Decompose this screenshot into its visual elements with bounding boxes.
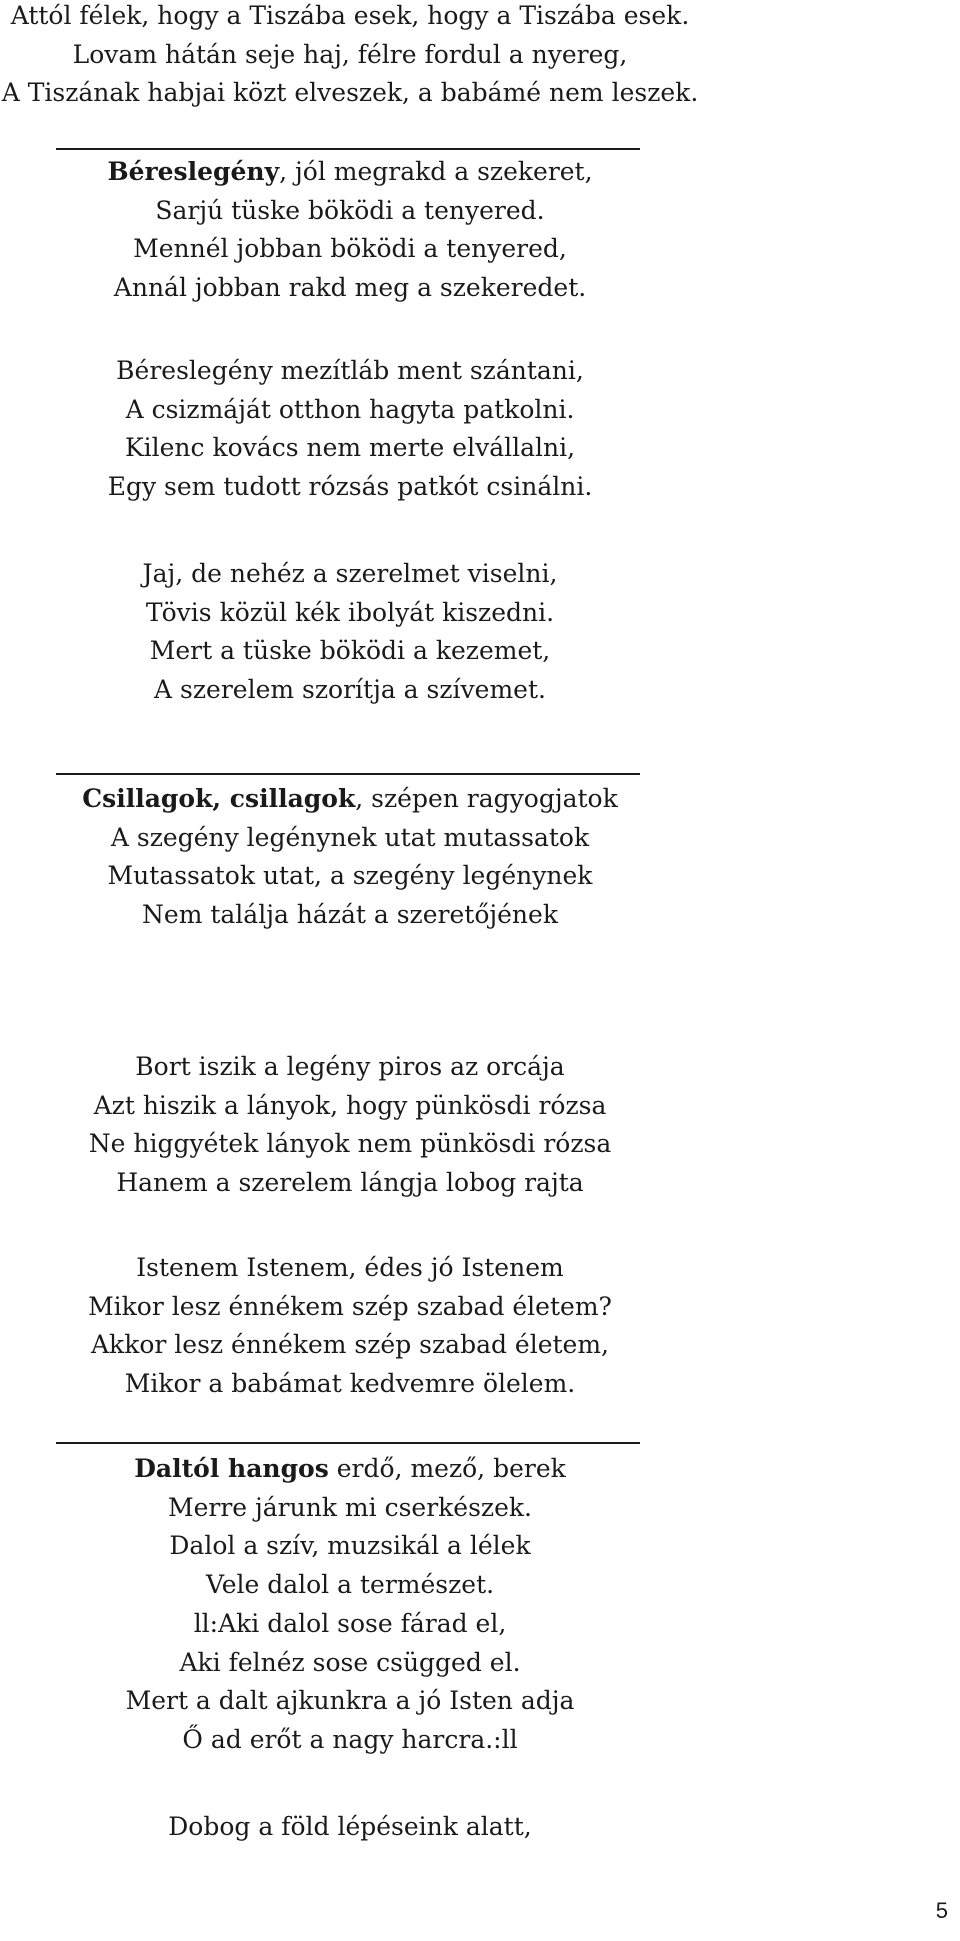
song-daltol-hangos: [0, 1450, 700, 1760]
verse-line: Azt hiszik a lányok, hogy pünkösdi rózsa: [93, 1090, 607, 1120]
section-divider: [56, 148, 640, 150]
verse-line: Mert a tüske böködi a kezemet,: [149, 636, 551, 666]
verse-line: Béreslegény mezítláb ment szántani,: [116, 356, 584, 385]
verse-line: Merre járunk mi cserkészek.: [167, 1492, 532, 1522]
verse-line: [0, 153, 700, 192]
verse-line: Kilenc kovács nem merte elvállalni,: [124, 433, 576, 463]
verse-line: Hanem a szerelem lángja lobog rajta: [116, 1168, 584, 1198]
stanza: [0, 1048, 700, 1203]
verse-line: Aki felnéz sose csügged el.: [179, 1647, 521, 1677]
verse-line: Ne higgyétek lányok nem pünkösdi rózsa: [88, 1129, 612, 1159]
verse-line: [0, 780, 700, 819]
verse-line: Tövis közül kék ibolyát kiszedni.: [145, 597, 555, 627]
verse-line: Ő ad erőt a nagy harcra.:ll: [182, 1724, 518, 1754]
verse-line: Akkor lesz énnékem szép szabad életem,: [90, 1330, 610, 1360]
song-title: Csillagok, csillagok: [82, 784, 356, 813]
verse-line: Annál jobban rakd meg a szekeredet.: [113, 273, 587, 303]
verse-line: Bort iszik a legény piros az orcája: [135, 1052, 565, 1081]
verse-line-rest: , szépen ragyogjatok: [355, 784, 618, 813]
verse-line: Attól félek, hogy a Tiszába esek, hogy a Tiszába esek.: [10, 1, 690, 30]
section-divider: [56, 773, 640, 775]
stanza: [0, 1249, 700, 1404]
verse-line: Dalol a szív, muzsikál a lélek: [169, 1531, 531, 1561]
verse-line: Istenem Istenem, édes jó Istenem: [136, 1253, 564, 1282]
verse-line: A Tiszának habjai közt elveszek, a babámé nem leszek.: [1, 78, 699, 108]
stanza: [0, 352, 700, 507]
stanza-continuation: [0, 0, 700, 113]
verse-line: Mutassatok utat, a szegény legénynek: [107, 861, 593, 891]
verse-line: Dobog a föld lépéseink alatt,: [168, 1812, 532, 1841]
verse-line: Mikor a babámat kedvemre ölelem.: [124, 1369, 576, 1399]
verse-line: Sarjú tüske böködi a tenyered.: [155, 195, 545, 225]
stanza: [0, 555, 700, 710]
verse-line: Mennél jobban böködi a tenyered,: [133, 234, 567, 264]
verse-line-rest: erdő, mező, berek: [328, 1454, 566, 1483]
verse-line: Mert a dalt ajkunkra a jó Isten adja: [125, 1686, 575, 1716]
verse-line: [0, 1450, 700, 1489]
verse-line-rest: , jól megrakd a szekeret,: [279, 157, 593, 186]
verse-line: A csizmáját otthon hagyta patkolni.: [125, 394, 575, 424]
stanza: [0, 1808, 700, 1847]
verse-line: Vele dalol a természet.: [205, 1570, 495, 1600]
section-divider: [56, 1442, 640, 1444]
verse-line: Egy sem tudott rózsás patkót csinálni.: [107, 472, 593, 502]
verse-line: Lovam hátán seje haj, félre fordul a nyereg,: [72, 39, 628, 69]
verse-line: A szegény legénynek utat mutassatok: [110, 822, 590, 852]
song-bereslegeny: [0, 153, 700, 308]
verse-line: Jaj, de nehéz a szerelmet viselni,: [142, 559, 558, 588]
song-csillagok: [0, 780, 700, 935]
verse-line: ll:Aki dalol sose fárad el,: [193, 1608, 507, 1638]
verse-line: A szerelem szorítja a szívemet.: [154, 675, 546, 705]
song-title: Daltól hangos: [134, 1454, 329, 1483]
song-title: Béreslegény: [107, 157, 280, 186]
page-number: 5: [935, 1898, 948, 1923]
verse-line: Mikor lesz énnékem szép szabad életem?: [88, 1291, 612, 1321]
verse-line: Nem találja házát a szeretőjének: [142, 900, 558, 930]
